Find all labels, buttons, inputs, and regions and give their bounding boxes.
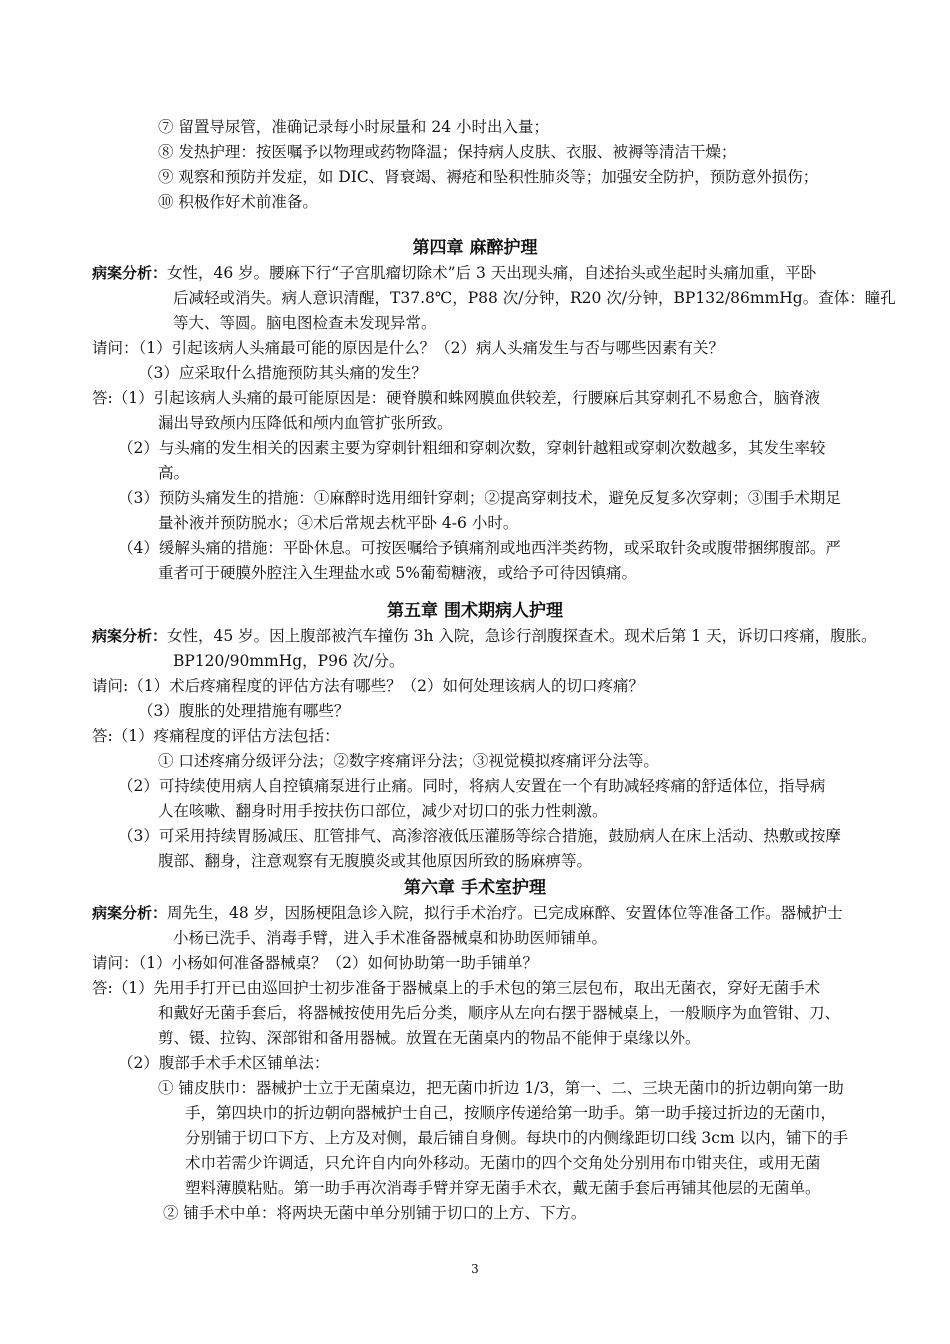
answer-text: （2）可持续使用病人自控镇痛泵进行止痛。同时，将病人安置在一个有助减轻疼痛的舒适体位，指导病 bbox=[118, 777, 826, 795]
answer-text: （4）缓解头痛的措施：平卧休息。可按医嘱给予镇痛剂或地西泮类药物，或采取针灸或腹带捆绑腹部。严 bbox=[118, 539, 841, 557]
answer-text: （2）腹部手术手术区铺单法： bbox=[118, 1054, 330, 1072]
answer-text: 答:（1）疼痛程度的评估方法包括： bbox=[92, 727, 340, 745]
question-text: 请问:（1）术后疼痛程度的评估方法有哪些？（2）如何处理该病人的切口疼痛？ bbox=[92, 677, 644, 695]
list-item: ⑨ 观察和预防并发症，如 DIC、肾衰竭、褥疮和坠积性肺炎等；加强安全防护，预防意外损伤； bbox=[158, 168, 819, 186]
answer-text: （3）可采用持续胃肠减压、肛管排气、高渗溶液低压灌肠等综合措施，鼓励病人在床上活动、热敷或按摩 bbox=[118, 827, 841, 845]
answer-text: 人在咳嗽、翻身时用手按扶伤口部位，减少对切口的张力性刺激。 bbox=[158, 802, 608, 820]
answer-text: ① 口述疼痛分级评分法；②数字疼痛评分法；③视觉模拟疼痛评分法等。 bbox=[158, 752, 659, 770]
question-text: （3）腹胀的处理措施有哪些？ bbox=[138, 702, 350, 720]
case-text: 等大、等圆。脑电图检查未发现异常。 bbox=[173, 314, 437, 332]
case-label: 病案分析： bbox=[92, 627, 168, 645]
answer-text: 塑料薄膜粘贴。第一助手再次消毒手臂并穿无菌手术衣，戴无菌手套后再铺其他层的无菌单。 bbox=[185, 1179, 821, 1197]
answer-text: 量补液并预防脱水；④术后常规去枕平卧 4-6 小时。 bbox=[158, 514, 519, 532]
chapter-5-title: 第五章 围术期病人护理 bbox=[387, 601, 563, 621]
list-item: ⑩ 积极作好术前准备。 bbox=[158, 193, 318, 211]
case-text: BP120/90mmHg，P96 次/分。 bbox=[173, 652, 405, 670]
case-label: 病案分析： bbox=[92, 904, 168, 922]
chapter-4-title: 第四章 麻醉护理 bbox=[412, 238, 538, 258]
case-text: 小杨已洗手、消毒手臂，进入手术准备器械桌和协助医师铺单。 bbox=[173, 929, 608, 947]
case-label: 病案分析： bbox=[92, 264, 168, 282]
answer-text: 答:（1）引起该病人头痛的最可能原因是：硬脊膜和蛛网膜血供较差，行腰麻后其穿刺孔不易愈合，脑脊液 bbox=[92, 389, 821, 407]
answer-text: ① 铺皮肤巾：器械护士立于无菌桌边，把无菌巾折边 1/3，第一、二、三块无菌巾的折边朝向第一助 bbox=[158, 1079, 844, 1097]
chapter-6-title: 第六章 手术室护理 bbox=[404, 878, 546, 898]
question-text: 请问：（1）引起该病人头痛最可能的原因是什么？（2）病人头痛发生与否与哪些因素有关？ bbox=[92, 339, 724, 357]
answer-text: 手，第四块巾的折边朝向器械护士自己，按顺序传递给第一助手。第一助手接过折边的无菌巾， bbox=[185, 1104, 837, 1122]
case-text: 女性，46 岁。腰麻下行“子宫肌瘤切除术”后 3 天出现头痛，自述抬头或坐起时头痛加重，平卧 bbox=[167, 264, 817, 282]
case-text: 周先生，48 岁，因肠梗阻急诊入院，拟行手术治疗。已完成麻醉、安置体位等准备工作。器械护士 bbox=[167, 904, 843, 922]
answer-text: （3）预防头痛发生的措施：①麻醉时选用细针穿刺；②提高穿刺技术，避免反复多次穿刺；③围手术期足 bbox=[118, 489, 841, 507]
case-analysis bbox=[92, 261, 816, 286]
question-text: （3）应采取什么措施预防其头痛的发生？ bbox=[138, 364, 427, 382]
answer-text: 剪、镊、拉钩、深部钳和备用器械。放置在无菌桌内的物品不能伸于桌缘以外。 bbox=[158, 1029, 701, 1047]
answer-text: 腹部、翻身，注意观察有无腹膜炎或其他原因所致的肠麻痹等。 bbox=[158, 852, 593, 870]
case-analysis bbox=[92, 901, 843, 926]
answer-text: ② 铺手术中单：将两块无菌中单分别铺于切口的上方、下方。 bbox=[163, 1204, 587, 1222]
answer-text: （2）与头痛的发生相关的因素主要为穿刺针粗细和穿刺次数，穿刺针越粗或穿刺次数越多，其发生率较 bbox=[118, 439, 826, 457]
list-item: ⑦ 留置导尿管，准确记录每小时尿量和 24 小时出入量； bbox=[158, 118, 550, 136]
answer-text: 术巾若需少许调适，只允许自内向外移动。无菌巾的四个交角处分别用布巾钳夹住，或用无菌 bbox=[185, 1154, 821, 1172]
case-text: 女性，45 岁。因上腹部被汽车撞伤 3h 入院，急诊行剖腹探查术。现术后第 1 天，诉切口疼痛，腹胀。 bbox=[167, 627, 877, 645]
question-text: 请问：（1）小杨如何准备器械桌？（2）如何协助第一助手铺单？ bbox=[92, 954, 538, 972]
list-item: ⑧ 发热护理：按医嘱予以物理或药物降温；保持病人皮肤、衣服、被褥等清洁干燥； bbox=[158, 143, 737, 161]
page-number: 3 bbox=[471, 1262, 479, 1276]
answer-text: 高。 bbox=[158, 464, 190, 482]
case-text: 后减轻或消失。病人意识清醒，T37.8℃，P88 次/分钟，R20 次/分钟，BP132/86mmHg。查体：瞳孔 bbox=[173, 289, 896, 307]
answer-text: 和戴好无菌手套后，将器械按使用先后分类，顺序从左向右摆于器械桌上，一般顺序为血管钳、刀、 bbox=[158, 1004, 841, 1022]
answer-text: 漏出导致颅内压降低和颅内血管扩张所致。 bbox=[158, 414, 453, 432]
case-analysis bbox=[92, 624, 877, 649]
answer-text: 答:（1）先用手打开已由巡回护士初步准备于器械桌上的手术包的第三层包布，取出无菌衣，穿好无菌手术 bbox=[92, 979, 821, 997]
answer-text: 分别铺于切口下方、上方及对侧，最后铺自身侧。每块巾的内侧缘距切口线 3cm 以内，铺下的手 bbox=[185, 1129, 849, 1147]
answer-text: 重者可于硬膜外腔注入生理盐水或 5%葡萄糖液，或给予可待因镇痛。 bbox=[158, 564, 638, 582]
